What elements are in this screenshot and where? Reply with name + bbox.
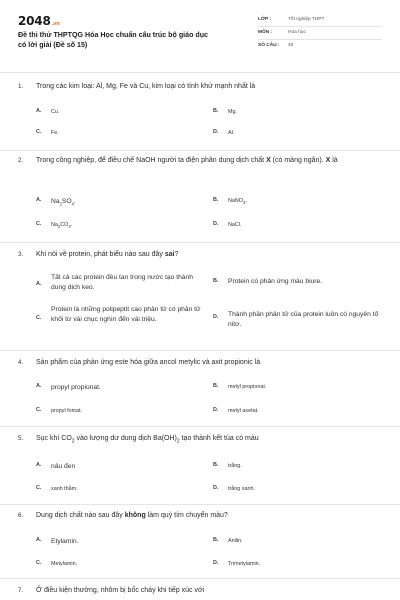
option-text: xanh thẫm.: [51, 486, 78, 492]
option-letter: A.: [36, 462, 42, 468]
question-number: 4.: [18, 359, 24, 366]
question-5: [18, 434, 382, 502]
option-text: nâu đen: [51, 463, 76, 470]
option-letter: C.: [36, 485, 42, 491]
option-letter: D.: [213, 314, 219, 320]
option-letter: C.: [36, 560, 42, 566]
option-text: trắng xanh.: [228, 486, 255, 492]
option-letter: C.: [36, 315, 42, 321]
page-header: [18, 14, 382, 66]
option-text: metyl axetat.: [228, 408, 259, 414]
meta-label: SỐ CÂU :: [258, 43, 280, 48]
option-letter: A.: [36, 383, 42, 389]
divider: [0, 72, 400, 73]
option-text: propyl fomat.: [51, 408, 83, 414]
option-letter: D.: [213, 560, 219, 566]
question-text: Sục khí $CO_2$ vào lượng dư dung dịch $Ba(OH)_2$ tạo thành kết tủa có màu: [36, 435, 259, 445]
option-text: Metylamin.: [51, 561, 78, 567]
option-text: Trimetylamin.: [228, 561, 261, 567]
question-text: Trong công nghiệp, để điều chế NaOH người ta điện phân dung dịch chất X (có màng ngăn). X là: [36, 157, 338, 164]
option-text: metyl propionat.: [228, 384, 267, 390]
option-text: NaCl.: [228, 222, 242, 228]
option-letter: A.: [36, 197, 42, 203]
question-text: Trong các kim loại: Al, Mg, Fe và Cu, kim loại có tính khử mạnh nhất là: [36, 83, 256, 90]
option-letter: B.: [213, 537, 219, 543]
option-letter: B.: [213, 383, 219, 389]
meta-value: 40: [288, 43, 294, 48]
option-text: propyl propionat.: [51, 384, 101, 391]
option-letter: D.: [213, 129, 219, 135]
option-text: Cu.: [51, 109, 60, 115]
option-letter: B.: [213, 197, 219, 203]
question-number: 6.: [18, 512, 24, 519]
divider: [0, 350, 400, 351]
option-letter: C.: [36, 221, 42, 227]
exam-meta: [258, 14, 382, 53]
site-logo[interactable]: [18, 14, 60, 28]
question-number: 7.: [18, 587, 24, 594]
logo-tld: .vn: [51, 21, 60, 27]
option-letter: D.: [213, 407, 219, 413]
question-text: Ở điều kiện thường, nhôm bị bốc cháy khi tiếp xúc với: [36, 587, 205, 594]
divider: [0, 578, 400, 579]
question-number: 1.: [18, 83, 24, 90]
document-title: Đề thi thử THPTQG Hóa Học chuẩn cấu trúc bộ giáo dục có lời giải (Đề số 15): [18, 31, 208, 49]
meta-row-class: [258, 14, 382, 27]
option-text: Al.: [228, 130, 235, 136]
option-letter: B.: [213, 278, 219, 284]
divider: [0, 150, 400, 151]
divider: [0, 504, 400, 505]
option-letter: A.: [36, 108, 42, 114]
option-text: Protein là những polipeptit cao phân tử có phân tử khối từ vài chục nghìn đến vài triệu.: [51, 306, 201, 323]
divider: [0, 242, 400, 243]
question-1: [18, 82, 382, 152]
option-text: Thành phần phân tử của protein luôn có nguyên tố nitơ.: [228, 311, 379, 328]
meta-value: Tốt nghiệp THPT: [288, 17, 325, 22]
option-text: Protein có phản ứng màu biure.: [228, 278, 323, 285]
option-letter: C.: [36, 407, 42, 413]
option-letter: B.: [213, 108, 219, 114]
option-letter: D.: [213, 485, 219, 491]
option-text: NaNO$_3$.: [228, 198, 247, 206]
question-text: Dung dịch chất nào sau đây không làm quỳ tím chuyển màu?: [36, 512, 228, 519]
divider: [0, 426, 400, 427]
question-7: [18, 586, 382, 600]
option-letter: A.: [36, 537, 42, 543]
question-number: 5.: [18, 435, 24, 442]
question-6: [18, 511, 382, 577]
option-text: Anilin.: [228, 538, 243, 544]
meta-value: Hóa học: [288, 30, 306, 35]
question-4: [18, 358, 382, 426]
option-letter: A.: [36, 281, 42, 287]
meta-row-subject: [258, 27, 382, 40]
meta-label: MÔN :: [258, 30, 273, 35]
option-letter: D.: [213, 221, 219, 227]
option-text: Fe.: [51, 130, 59, 136]
question-3: [18, 250, 382, 350]
option-letter: B.: [213, 462, 219, 468]
question-text: Khi nói về protein, phát biểu nào sau đây sai?: [36, 251, 179, 258]
meta-label: LỚP :: [258, 17, 272, 22]
option-text: Tất cả các protein đều tan trong nước tạo thành dung dịch keo.: [51, 274, 193, 291]
option-text: $Na_2SO_4$.: [51, 198, 76, 207]
option-text: $Na_2CO_3$.: [51, 222, 73, 230]
question-number: 3.: [18, 251, 24, 258]
option-text: trắng.: [228, 463, 242, 469]
option-text: Mg.: [228, 109, 237, 115]
option-text: Etylamin.: [51, 538, 79, 545]
meta-row-count: [258, 40, 382, 53]
question-number: 2.: [18, 157, 24, 164]
logo-text: 2048: [18, 14, 51, 28]
question-text: Sản phẩm của phản ứng este hóa giữa ancol metylic và axit propionic là: [36, 359, 261, 366]
option-letter: C.: [36, 129, 42, 135]
question-2: [18, 156, 382, 238]
